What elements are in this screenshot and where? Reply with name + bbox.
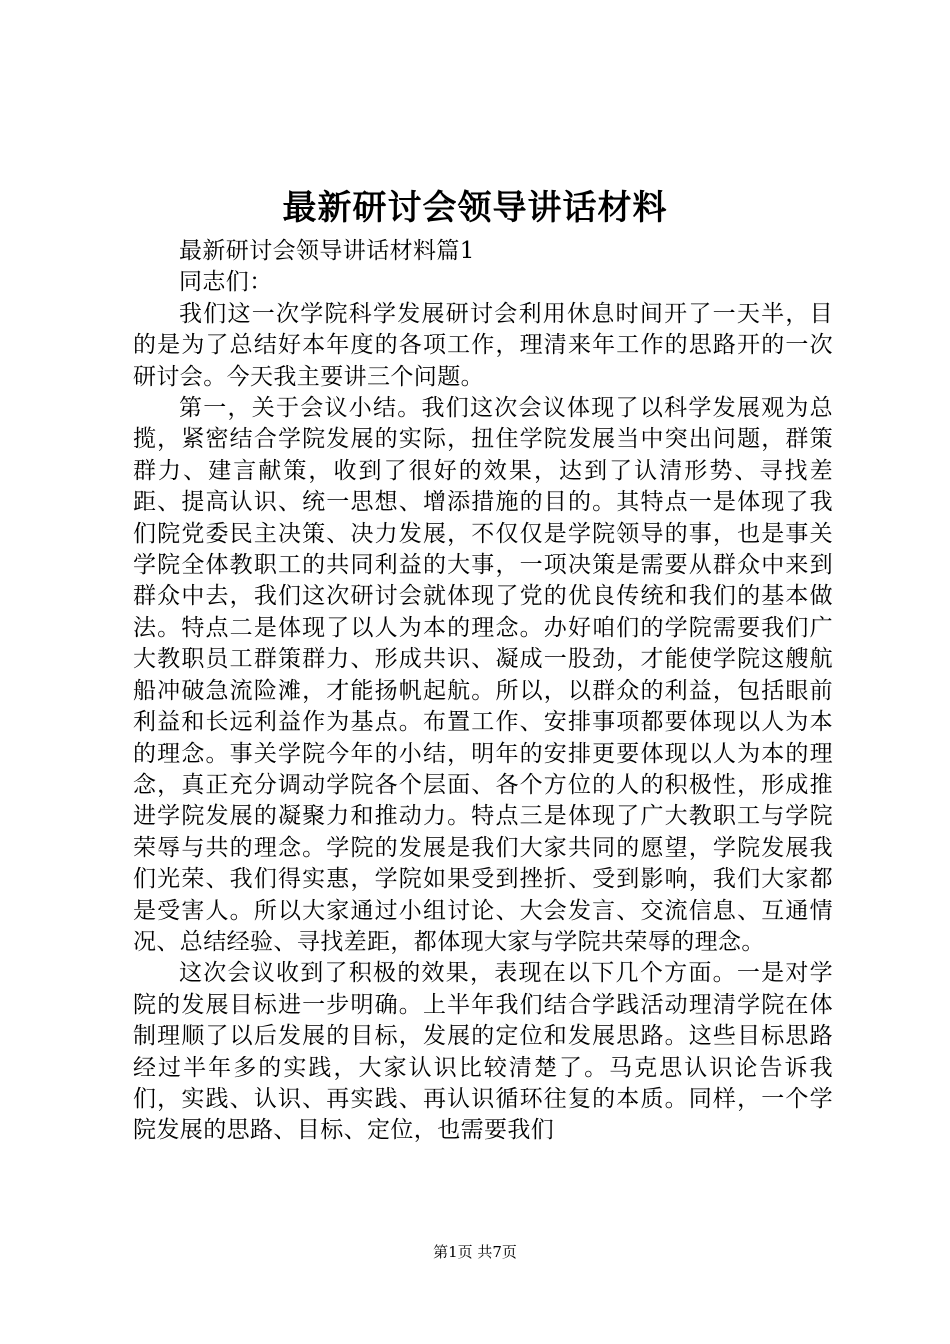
document-body — [133, 236, 833, 1147]
document-subtitle: 最新研讨会领导讲话材料篇1 — [179, 238, 475, 264]
paragraph: 第一，关于会议小结。我们这次会议体现了以科学发展观为总揽，紧密结合学院发展的实际，扭住学院发展当中突出问题，群策群力、建言献策，收到了很好的效果，达到了认清形势、寻找差距、提高认识、统一思想、增添措施的目的。其特点一是体现了我们院党委民主决策、决力发展，不仅仅是学院领导的事，也是事关学院全体教职工的共同利益的大事，一项决策是需要从群众中来到群众中去，我们这次研讨会就体现了党的优良传统和我们的基本做法。特点二是体现了以人为本的理念。办好咱们的学院需要我们广大教职员工群策群力、形成共识、凝成一股劲，才能使学院这艘航船冲破急流险滩，才能扬帆起航。所以，以群众的利益，包括眼前利益和长远利益作为基点。布置工作、安排事项都要体现以人为本的理念。事关学院今年的小结，明年的安排更要体现以人为本的理念，真正充分调动学院各个层面、各个方位的人的积极性，形成推进学院发展的凝聚力和推动力。特点三是体现了广大教职工与学院荣辱与共的理念。学院的发展是我们大家共同的愿望，学院发展我们光荣、我们得实惠，学院如果受到挫折、受到影响，我们大家都是受害人。所以大家通过小组讨论、大会发言、交流信息、互通情况、总结经验、寻找差距，都体现大家与学院共荣辱的理念。 — [133, 395, 833, 955]
document-title: 最新研讨会领导讲话材料 — [282, 188, 668, 228]
salutation: 同志们： — [179, 269, 273, 296]
paragraph: 我们这一次学院科学发展研讨会利用休息时间开了一天半，目的是为了总结好本年度的各项工作，理清来年工作的思路开的一次研讨会。今天我主要讲三个问题。 — [133, 300, 833, 390]
paragraph: 这次会议收到了积极的效果，表现在以下几个方面。一是对学院的发展目标进一步明确。上半年我们结合学践活动理清学院在体制理顺了以后发展的目标，发展的定位和发展思路。这些目标思路经过半年多的实践，大家认识比较清楚了。马克思认识论告诉我们，实践、认识、再实践、再认识循环往复的本质。同样，一个学院发展的思路、目标、定位，也需要我们 — [133, 960, 833, 1144]
page-footer: 第1页 共7页 — [433, 1243, 517, 1261]
